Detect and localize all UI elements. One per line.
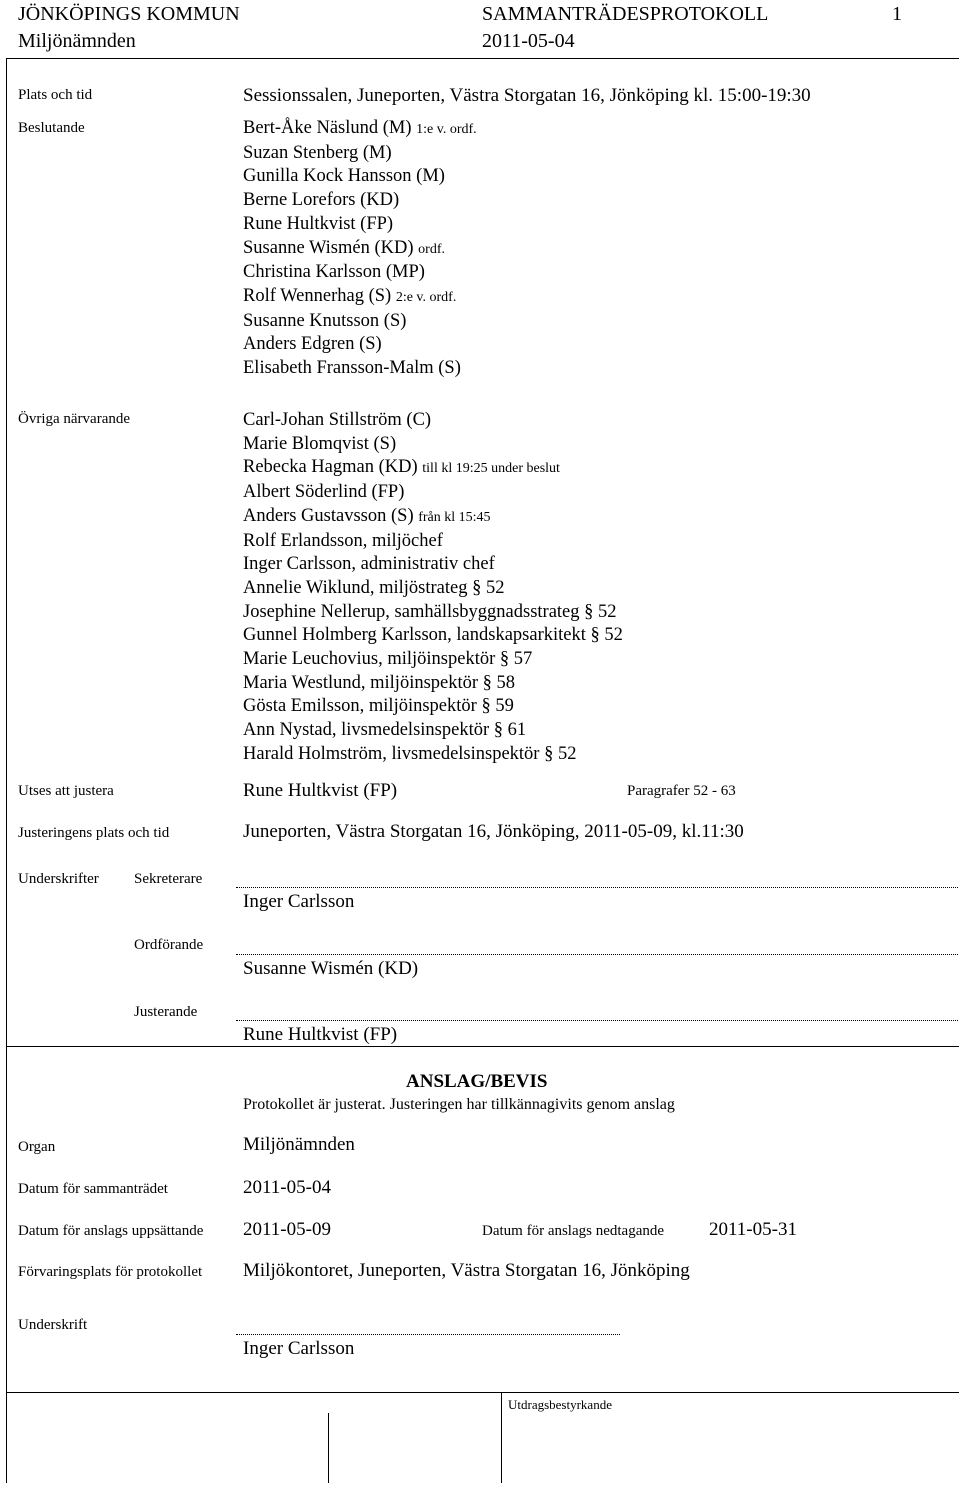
list-item: Ann Nystad, livsmedelsinspektör § 61 [243, 720, 527, 741]
list-item: Maria Westlund, miljöinspektör § 58 [243, 672, 516, 693]
list-item: Carl-Johan Stillström (C) [243, 410, 432, 430]
chair-signature-line [236, 954, 958, 955]
list-item: Berne Lorefors (KD) [243, 190, 400, 211]
list-item: Bert-Åke Näslund (M) 1:e v. ordf. [243, 118, 477, 138]
list-item: Inger Carlsson, administrativ chef [243, 554, 495, 575]
list-item: Albert Söderlind (FP) [243, 482, 405, 503]
adjuster-label: Utses att justera [18, 783, 114, 799]
list-item: Anders Edgren (S) [243, 334, 382, 355]
posting-date-label: Datum för anslags uppsättande [18, 1223, 204, 1239]
adjuster-signature-label: Justerande [134, 1004, 198, 1020]
list-item: Rolf Erlandsson, miljöchef [243, 530, 443, 551]
organ-value: Miljönämnden [243, 1134, 355, 1155]
list-item: Rolf Wennerhag (S) 2:e v. ordf. [243, 285, 457, 306]
list-item: Gunilla Kock Hansson (M) [243, 166, 445, 187]
left-border [6, 58, 7, 1483]
adjuster-signature-line [236, 1020, 958, 1021]
adjustment-place-label: Justeringens plats och tid [18, 825, 170, 841]
notice-signature-label: Underskrift [18, 1317, 88, 1333]
secretary-label: Sekreterare [134, 871, 203, 887]
place-time-value: Sessionssalen, Juneporten, Västra Storgatan 16, Jönköping kl. 15:00-19:30 [243, 85, 811, 106]
list-item: Josephine Nellerup, samhällsbyggnadsstrateg § 52 [243, 601, 617, 622]
others-present-label: Övriga närvarande [18, 411, 131, 427]
list-item: Rune Hultkvist (FP) [243, 213, 394, 234]
list-item: Marie Leuchovius, miljöinspektör § 57 [243, 649, 533, 670]
list-item: Susanne Knutsson (S) [243, 310, 407, 331]
chair-name: Susanne Wismén (KD) [243, 958, 419, 979]
municipality-name: JÖNKÖPINGS KOMMUN [18, 3, 240, 25]
page-number: 1 [892, 3, 902, 25]
decision-makers-list [243, 117, 477, 381]
list-item: Elisabeth Fransson-Malm (S) [243, 358, 461, 379]
footer-divider-left [328, 1413, 329, 1483]
list-item: Annelie Wiklund, miljöstrateg § 52 [243, 577, 505, 598]
adjuster-signature-name: Rune Hultkvist (FP) [243, 1024, 398, 1045]
list-item: Gösta Emilsson, miljöinspektör § 59 [243, 696, 514, 717]
section-rule [6, 1046, 959, 1047]
list-item: Suzan Stenberg (M) [243, 142, 392, 163]
list-item: Gunnel Holmberg Karlsson, landskapsarkitekt § 52 [243, 625, 623, 646]
secretary-signature-line [236, 887, 958, 888]
list-item: Christina Karlsson (MP) [243, 262, 425, 283]
notice-signature-line [236, 1334, 620, 1335]
extract-certification-label: Utdragsbestyrkande [508, 1397, 612, 1412]
list-item: Susanne Wismén (KD) ordf. [243, 237, 445, 258]
list-item: Rebecka Hagman (KD) till kl 19:25 under beslut [243, 457, 560, 478]
meeting-date-label: Datum för sammanträdet [18, 1181, 168, 1197]
removal-date-label: Datum för anslags nedtagande [482, 1223, 665, 1239]
list-item: Marie Blomqvist (S) [243, 433, 397, 454]
storage-value: Miljökontoret, Juneporten, Västra Storgatan 16, Jönköping [243, 1260, 690, 1281]
storage-label: Förvaringsplats för protokollet [18, 1264, 203, 1280]
notice-signature-name: Inger Carlsson [243, 1338, 355, 1359]
header-date: 2011-05-04 [482, 30, 575, 52]
meeting-date-value: 2011-05-04 [243, 1177, 331, 1198]
footer-divider-right [501, 1392, 502, 1483]
chair-label: Ordförande [134, 937, 204, 953]
place-time-label: Plats och tid [18, 87, 93, 103]
posting-date-value: 2011-05-09 [243, 1219, 331, 1240]
header-rule [6, 58, 959, 59]
document-type: SAMMANTRÄDESPROTOKOLL [482, 3, 769, 25]
decision-makers-label: Beslutande [18, 120, 85, 136]
removal-date-value: 2011-05-31 [709, 1219, 797, 1240]
notice-title: ANSLAG/BEVIS [406, 1071, 548, 1092]
paragraphs-range: Paragrafer 52 - 63 [627, 783, 736, 799]
adjustment-place-value: Juneporten, Västra Storgatan 16, Jönköping, 2011-05-09, kl.11:30 [243, 821, 744, 842]
notice-text: Protokollet är justerat. Justeringen har tillkännagivits genom anslag [243, 1096, 675, 1113]
secretary-name: Inger Carlsson [243, 891, 355, 912]
list-item: Harald Holmström, livsmedelsinspektör § 52 [243, 743, 577, 764]
organ-label: Organ [18, 1139, 56, 1155]
committee-name: Miljönämnden [18, 30, 136, 52]
others-present-list [243, 409, 623, 767]
signatures-label: Underskrifter [18, 871, 99, 887]
list-item: Anders Gustavsson (S) från kl 15:45 [243, 505, 491, 526]
footer-rule [6, 1392, 959, 1393]
adjuster-value: Rune Hultkvist (FP) [243, 780, 398, 801]
